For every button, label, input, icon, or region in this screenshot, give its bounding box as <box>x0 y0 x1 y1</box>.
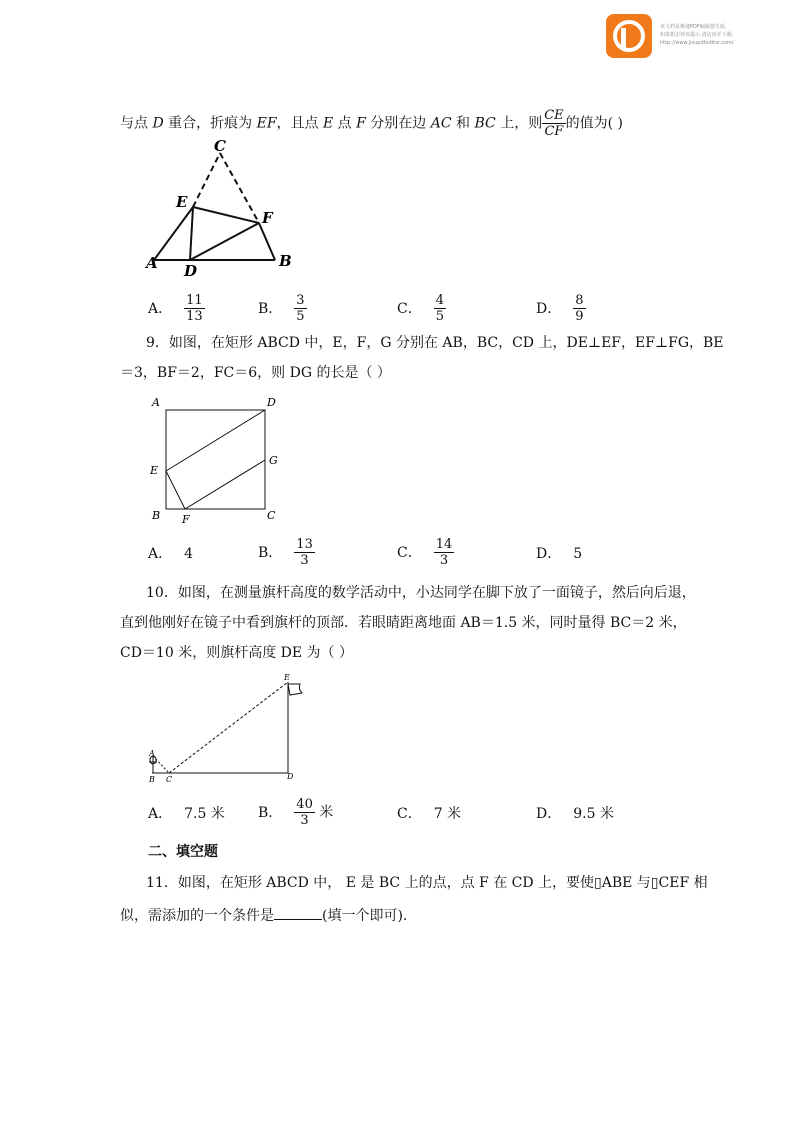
q9-rectangle-figure <box>145 392 295 527</box>
label-A: A <box>149 749 155 758</box>
q8-triangle-figure <box>140 135 300 277</box>
label-C: C <box>214 137 226 155</box>
label-B: B <box>279 252 292 270</box>
q8-option-c[interactable]: C． $\frac{4}{5}$ <box>397 293 444 324</box>
q8-ratio-fraction: $\frac{CE}{CF}$ <box>544 108 564 139</box>
watermark-link[interactable]: http://www.jisupdfeditor.com/ <box>660 40 734 46</box>
flag-icon <box>288 684 302 695</box>
q10-flagpole-figure <box>140 672 315 790</box>
label-F: F <box>182 513 190 526</box>
q8-option-a[interactable]: A． $\frac{11}{13}$ <box>148 293 203 324</box>
label-C: C <box>166 775 173 784</box>
answer-blank[interactable] <box>274 905 322 920</box>
q10-text-line-3: CD＝10 米，则旗杆高度 DE 为（ ） <box>120 645 353 661</box>
q10-text-line-1: 10．如图，在测量旗杆高度的数学活动中，小达同学在脚下放了一面镜子，然后向后退， <box>146 585 696 601</box>
q8-text-line: 与点 D 重合，折痕为 EF，且点 E 点 F 分别在边 AC 和 BC 上，则 $\frac{CE}{CF}$ 的值为( ) <box>120 108 624 139</box>
label-D: D <box>267 396 276 409</box>
label-E: E <box>284 673 290 682</box>
label-C: C <box>267 509 276 522</box>
label-A: A <box>152 396 160 409</box>
q10-option-a[interactable]: A． 7.5 米 <box>148 806 225 822</box>
q11-text-line-1: 11．如图，在矩形 ABCD 中， E 是 BC 上的点，点 F 在 CD 上，要使▯ABE 与▯CEF 相 <box>146 875 708 891</box>
q10-option-c[interactable]: C． 7 米 <box>397 806 462 822</box>
label-G: G <box>269 454 278 467</box>
q10-text-line-2: 直到他刚好在镜子中看到旗杆的顶部．若眼睛距离地面 AB＝1.5 米，同时量得 BC＝2 米， <box>120 615 687 631</box>
label-A: A <box>146 254 158 272</box>
pdf-editor-logo <box>606 14 652 58</box>
label-D: D <box>287 772 294 781</box>
p-logo-icon <box>606 14 652 58</box>
label-E: E <box>150 464 159 477</box>
watermark-line-2: 如果想去掉该提示,请访问并下载: <box>660 32 734 38</box>
q10-option-d[interactable]: D． 9.5 米 <box>536 806 614 822</box>
label-F: F <box>262 209 273 227</box>
q9-text-line-2: ＝3，BF＝2，FC＝6，则 DG 的长是（ ） <box>120 365 391 381</box>
label-B: B <box>149 775 155 784</box>
q9-option-a[interactable]: A． 4 <box>148 546 194 562</box>
q11-text-line-2: 似，需添加的一个条件是 (填一个即可). <box>120 905 407 926</box>
q8-option-b[interactable]: B． $\frac{3}{5}$ <box>258 293 305 324</box>
q9-option-d[interactable]: D． 5 <box>536 546 583 562</box>
q8-option-d[interactable]: D． $\frac{8}{9}$ <box>536 293 584 324</box>
q9-option-b[interactable]: B． $\frac{13}{3}$ <box>258 537 313 568</box>
label-B: B <box>152 509 161 522</box>
section-heading-fill-in: 二、填空题 <box>148 844 218 860</box>
q9-text-line-1: 9．如图，在矩形 ABCD 中，E，F，G 分别在 AB，BC，CD 上，DE⊥EF，EF⊥FG，BE <box>146 335 724 351</box>
label-E: E <box>176 193 188 211</box>
q10-option-b[interactable]: B． $\frac{40}{3}$ 米 <box>258 797 334 828</box>
label-D: D <box>184 262 198 277</box>
watermark-line-1: 该文档是极速PDF编辑器生成, <box>660 24 727 30</box>
q9-option-c[interactable]: C． $\frac{14}{3}$ <box>397 537 453 568</box>
